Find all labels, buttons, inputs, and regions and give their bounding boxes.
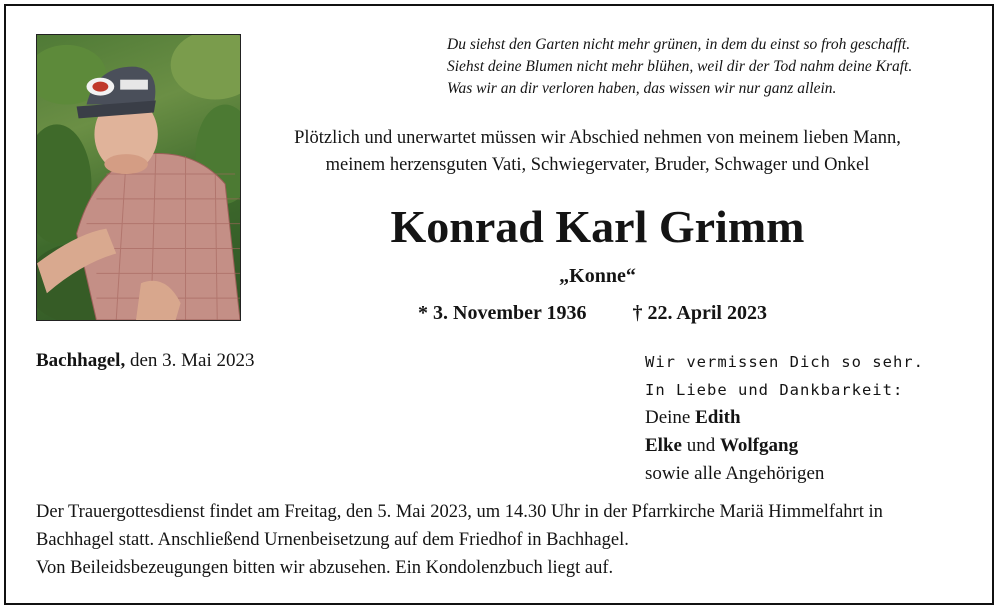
signoff-children bbox=[645, 432, 924, 460]
signoff-wife bbox=[645, 404, 924, 432]
portrait-photo-icon bbox=[37, 35, 240, 320]
death-date: † 22. April 2023 bbox=[632, 302, 767, 324]
service-line-2: Bachhagel statt. Anschließend Urnenbeisetzung auf dem Friedhof in Bachhagel. bbox=[36, 530, 629, 550]
signoff-edith: Edith bbox=[695, 407, 741, 428]
deceased-name: Konrad Karl Grimm bbox=[390, 201, 805, 252]
signoff-line-2: In Liebe und Dankbarkeit: bbox=[645, 381, 904, 399]
signoff-und: und bbox=[686, 435, 716, 456]
family-signoff bbox=[645, 348, 924, 488]
poem-line-2: Siehst deine Blumen nicht mehr blühen, weil dir der Tod nahm deine Kraft. bbox=[447, 58, 913, 75]
service-line-1: Der Trauergottesdienst findet am Freitag, den 5. Mai 2023, um 14.30 Uhr in der Pfarrkirche Mariä Himmelfahrt in bbox=[36, 502, 883, 522]
intro-line-2: meinem herzensguten Vati, Schwiegervater, Bruder, Schwager und Onkel bbox=[325, 155, 870, 175]
service-info bbox=[36, 498, 961, 582]
portrait-photo bbox=[36, 34, 241, 321]
intro-line-1: Plötzlich und unerwartet müssen wir Abschied nehmen von meinem lieben Mann, bbox=[294, 128, 901, 148]
signoff-line-1: Wir vermissen Dich so sehr. bbox=[645, 353, 924, 371]
notice-date: den 3. Mai 2023 bbox=[129, 350, 255, 371]
service-line-3: Von Beileidsbezeugungen bitten wir abzusehen. Ein Kondolenzbuch liegt auf. bbox=[36, 558, 614, 578]
deceased-nickname: „Konne“ bbox=[559, 265, 636, 287]
signoff-deine: Deine bbox=[645, 407, 691, 428]
intro-text bbox=[250, 125, 945, 179]
signoff-elke: Elke bbox=[645, 435, 682, 456]
poem-line-3: Was wir an dir verloren haben, das wissen wir nur ganz allein. bbox=[447, 80, 837, 97]
place-date bbox=[36, 350, 255, 372]
life-dates bbox=[418, 302, 767, 325]
place-name: Bachhagel, bbox=[36, 350, 126, 371]
poem bbox=[447, 34, 912, 100]
signoff-others: sowie alle Angehörigen bbox=[645, 463, 825, 484]
birth-date: * 3. November 1936 bbox=[418, 302, 587, 324]
signoff-wolfgang: Wolfgang bbox=[719, 435, 799, 456]
poem-line-1: Du siehst den Garten nicht mehr grünen, in dem du einst so froh geschafft. bbox=[447, 36, 911, 53]
